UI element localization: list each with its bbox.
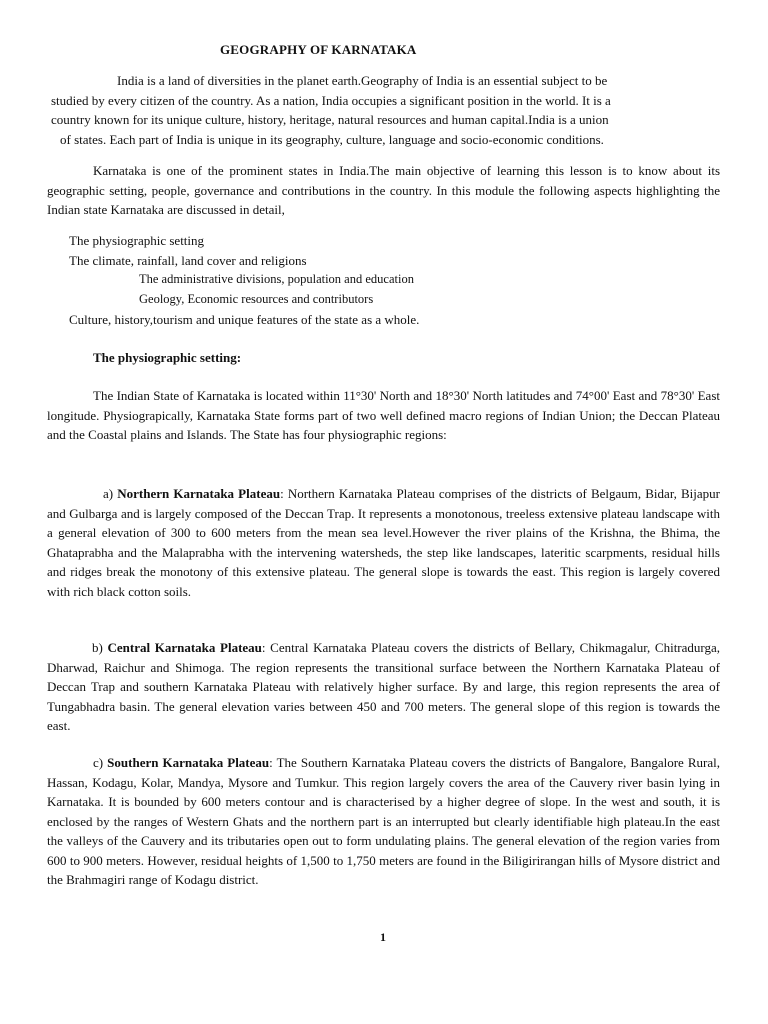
- page-title: GEOGRAPHY OF KARNATAKA: [220, 42, 417, 57]
- intro-line: country known for its unique culture, history, heritage, natural resources and human capital.India is a union: [51, 112, 609, 127]
- aspect-item: The physiographic setting: [69, 233, 205, 248]
- region-paragraph-northern: [47, 484, 720, 601]
- location-paragraph: The Indian State of Karnataka is located within 11°30' North and 18°30' North latitudes and 74°00' East and 78°30' East longitude. Physiograpically, Karnataka State forms part of two well defined macro regions of Indian Union; the Deccan Plateau and the Coastal plains and Islands. The State has four physiographic regions:: [47, 388, 720, 442]
- region-prefix: c): [93, 755, 104, 770]
- region-text: : Central Karnataka Plateau covers the districts of Bellary, Chikmagalur, Chitradurga, Dharwad, Raichur and Shimoga. The region represents the transitional surface between the Northern Karnataka Plateau of Deccan Trap and southern Karnataka Plateau with relatively higher surface. By and large, this region represents the area of Tungabhadra basin. The general elevation varies between 450 and 700 meters. The general slope of this region is towards the east.: [47, 640, 721, 733]
- region-prefix: a): [103, 486, 114, 501]
- aspect-item: Geology, Economic resources and contributors: [139, 292, 374, 306]
- region-paragraph-central: [47, 638, 720, 736]
- intro-line: of states. Each part of India is unique in its geography, culture, language and socio-economic conditions.: [60, 132, 604, 147]
- section-heading: The physiographic setting:: [93, 350, 242, 365]
- intro-line: India is a land of diversities in the planet earth.Geography of India is an essential subject to be: [117, 73, 608, 88]
- region-paragraph-southern: [47, 753, 720, 890]
- aspect-item: The climate, rainfall, land cover and religions: [69, 253, 307, 268]
- page-number: 1: [380, 930, 386, 944]
- region-text: : The Southern Karnataka Plateau covers the districts of Bangalore, Bangalore Rural, Hassan, Kodagu, Kolar, Mandya, Mysore and Tumkur. This region largely covers the area of the Cauvery river basin lying in Karnataka. It is bounded by 600 meters contour and is characterised by a higher degree of slope. In the west and south, it is enclosed by the ranges of Western Ghats and the northern part is an interrupted but clearly identifiable high plateau.In the east the valleys of the Cauvery and its tributaries open out to form undulating plains. The general elevation of the region varies from 600 to 900 meters. However, residual heights of 1,500 to 1,750 meters are found in the Biligirirangan hills of Mysore district and the Brahmagiri range of Kodagu district.: [47, 755, 721, 887]
- objective-paragraph: Karnataka is one of the prominent states in India.The main objective of learning this lesson is to know about its geographic setting, people, governance and contributions in the country. In this module the following aspects highlighting the Indian state Karnataka are discussed in detail,: [47, 163, 720, 217]
- region-name: Northern Karnataka Plateau: [117, 486, 281, 501]
- aspect-item: The administrative divisions, population and education: [139, 272, 414, 286]
- aspect-item: Culture, history,tourism and unique features of the state as a whole.: [69, 312, 420, 327]
- region-text: : Northern Karnataka Plateau comprises of the districts of Belgaum, Bidar, Bijapur and Gulbarga and is largely composed of the Deccan Trap. It represents a monotonous, treeless extensive plateau landscape with a general elevation of 300 to 600 meters from the mean sea level.However the river plains of the Krishna, the Bhima, the Ghataprabha and the Malaprabha with the intervening watersheds, the step like landscapes, lateritic scarpments, residual hills and ridges break the monotony of this extensive plateau. The general slope is towards the east. This region is largely covered with rich black cotton soils.: [47, 486, 721, 599]
- region-name: Southern Karnataka Plateau: [107, 755, 270, 770]
- region-prefix: b): [92, 640, 103, 655]
- region-name: Central Karnataka Plateau: [107, 640, 262, 655]
- intro-line: studied by every citizen of the country. As a nation, India occupies a significant position in the world. It is a: [51, 93, 611, 108]
